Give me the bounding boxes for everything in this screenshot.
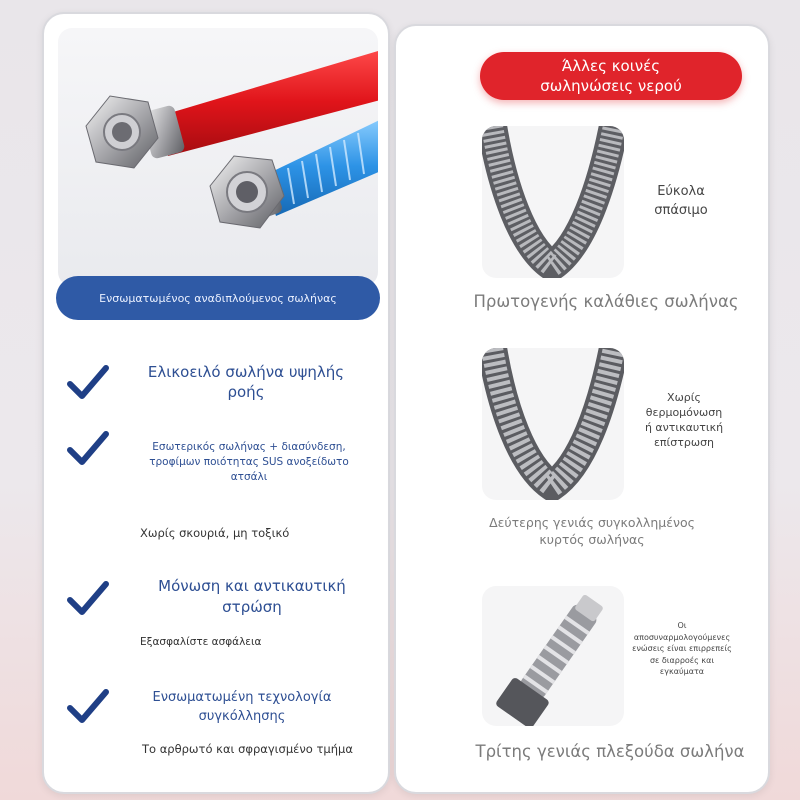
feature-desc-safety: Εξασφαλίστε ασφάλεια [140,636,262,648]
item2-note-line1: Χωρίς [667,391,701,404]
item3-caption: Τρίτης γενιάς πλεξούδα σωλήνα [475,742,745,761]
item1-note [636,182,726,220]
hose-product-photo [58,28,378,286]
check-icon [66,686,110,726]
hero-banner: Ενσωματωμένος αναδιπλούμενος σωλήνας [56,276,380,320]
item3-note [626,620,738,678]
feature-title-high-flow: Ελικοειλό σωλήνα υψηλής ροής [147,363,345,401]
item2-note-line3: ή αντικαυτική [644,421,724,434]
feature-title-food-grade: Εσωτερικός σωλήνας + διασύνδεση, τροφίμων ποιότητας SUS ανοξείδωτο ατσάλι [149,441,349,483]
comparison-header-line1: Άλλες κοινές [561,57,661,75]
feature-title-insulation: Μόνωση και αντικαυτική στρώση [158,577,346,616]
item2-note [632,390,736,450]
item2-caption-line1: Δεύτερης γενιάς συγκολλημένος [489,515,695,530]
feature-desc-no-rust: Χωρίς σκουριά, μη τοξικό [140,526,290,540]
item1-note-line2: σπάσιμο [654,203,708,218]
item1-caption: Πρωτογενής καλάθιες σωλήνας [473,292,739,311]
check-icon [66,578,110,618]
item2-note-line4: επίστρωση [653,436,715,449]
item3-note-line5: εγκαύματα [659,667,705,676]
item3-note-line3: ενώσεις είναι επιρρεπείς [632,644,732,653]
left-panel [42,12,390,794]
right-panel [394,24,770,794]
item2-caption [476,514,708,548]
item2-caption-line2: κυρτός σωλήνας [539,532,645,547]
welded-hose-photo [482,348,624,500]
item3-note-line1: Οι [677,621,687,630]
braided-hose-photo [482,126,624,278]
feature-title-welding: Ενσωματωμένη τεχνολογία συγκόλλησης [152,690,332,724]
feature-desc-sealed-joint: Το αρθρωτό και σφραγισμένο τμήμα [142,742,353,756]
check-icon [66,428,110,468]
item2-note-line2: θερμομόνωση [645,406,723,419]
comparison-header-line2: σωληνώσεις νερού [540,77,682,95]
item3-note-line4: σε διαρροές και [649,655,715,665]
comparison-header [480,52,742,100]
corrugated-hose-photo [482,586,624,726]
item3-note-line2: αποσυναρμολογούμενες [633,632,731,642]
check-icon [66,362,110,402]
item1-note-line1: Εύκολα [657,184,705,199]
